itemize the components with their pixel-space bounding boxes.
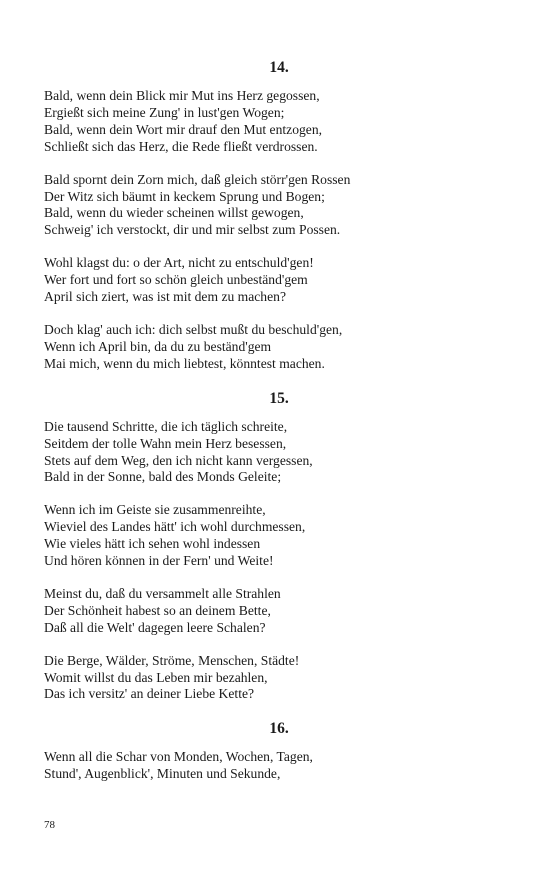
verse-line: Schließt sich das Herz, die Rede fließt verdrossen. [44,138,318,154]
verse-line: Wohl klagst du: o der Art, nicht zu entschuld'gen! [44,255,314,271]
verse-line: Wenn all die Schar von Monden, Wochen, Tagen, [44,749,313,765]
verse-line: Der Schönheit habest so an deinem Bette, [44,602,271,618]
stanza [44,419,514,487]
verse-line: Bald spornt dein Zorn mich, daß gleich störr'gen Rossen [44,171,351,187]
verse-line: Wie vieles hätt ich sehen wohl indessen [44,536,261,552]
page-number: 78 [44,819,55,831]
verse-line: Stund', Augenblick', Minuten und Sekunde, [44,766,281,782]
verse-line: Die Berge, Wälder, Ströme, Menschen, Städte! [44,652,300,668]
poem [44,719,514,783]
stanza [44,502,514,570]
verse-line: Ergießt sich meine Zung' in lust'gen Wogen; [44,104,285,120]
page-content [44,58,514,799]
verse-line: Bald, wenn dein Blick mir Mut ins Herz gegossen, [44,88,320,103]
verse-line: Wieviel des Landes hätt' ich wohl durchmessen, [44,519,306,535]
verse-line: Stets auf dem Weg, den ich nicht kann vergessen, [44,452,313,468]
poem [44,58,514,373]
stanza [44,653,514,704]
verse-line: Bald, wenn du wieder scheinen willst gewogen, [44,205,304,221]
verse-line: Seitdem der tolle Wahn mein Herz besessen, [44,435,287,451]
verse-line: Doch klag' auch ich: dich selbst mußt du beschuld'gen, [44,321,343,337]
verse-line: Bald, wenn dein Wort mir drauf den Mut entzogen, [44,121,323,137]
poem-number: 16. [269,720,289,738]
poem-number: 14. [269,59,289,76]
stanza [44,172,514,240]
verse-line: Bald in der Sonne, bald des Monds Geleite; [44,469,282,485]
stanza [44,255,514,306]
verse-line: Wenn ich im Geiste sie zusammenreihte, [44,502,266,518]
stanza [44,88,514,156]
stanza [44,749,514,783]
stanza [44,586,514,637]
verse-line: April sich ziert, was ist mit dem zu machen? [44,289,286,305]
verse-line: Womit willst du das Leben mir bezahlen, [44,669,268,685]
verse-line: Wenn ich April bin, da du zu beständ'gem [44,338,272,354]
verse-line: Die tausend Schritte, die ich täglich schreite, [44,418,288,434]
verse-line: Das ich versitz' an deiner Liebe Kette? [44,686,255,702]
verse-line: Wer fort und fort so schön gleich unbeständ'gem [44,272,308,288]
poem-number: 15. [269,389,289,407]
stanza [44,322,514,373]
poem [44,389,514,704]
verse-line: Der Witz sich bäumt in keckem Sprung und Bogen; [44,188,325,204]
verse-line: Und hören können in der Fern' und Weite! [44,553,274,569]
verse-line: Schweig' ich verstockt, dir und mir selbst zum Possen. [44,222,341,238]
verse-line: Mai mich, wenn du mich liebtest, könntest machen. [44,355,325,371]
verse-line: Daß all die Welt' dagegen leere Schalen? [44,619,266,635]
verse-line: Meinst du, daß du versammelt alle Strahlen [44,585,281,601]
